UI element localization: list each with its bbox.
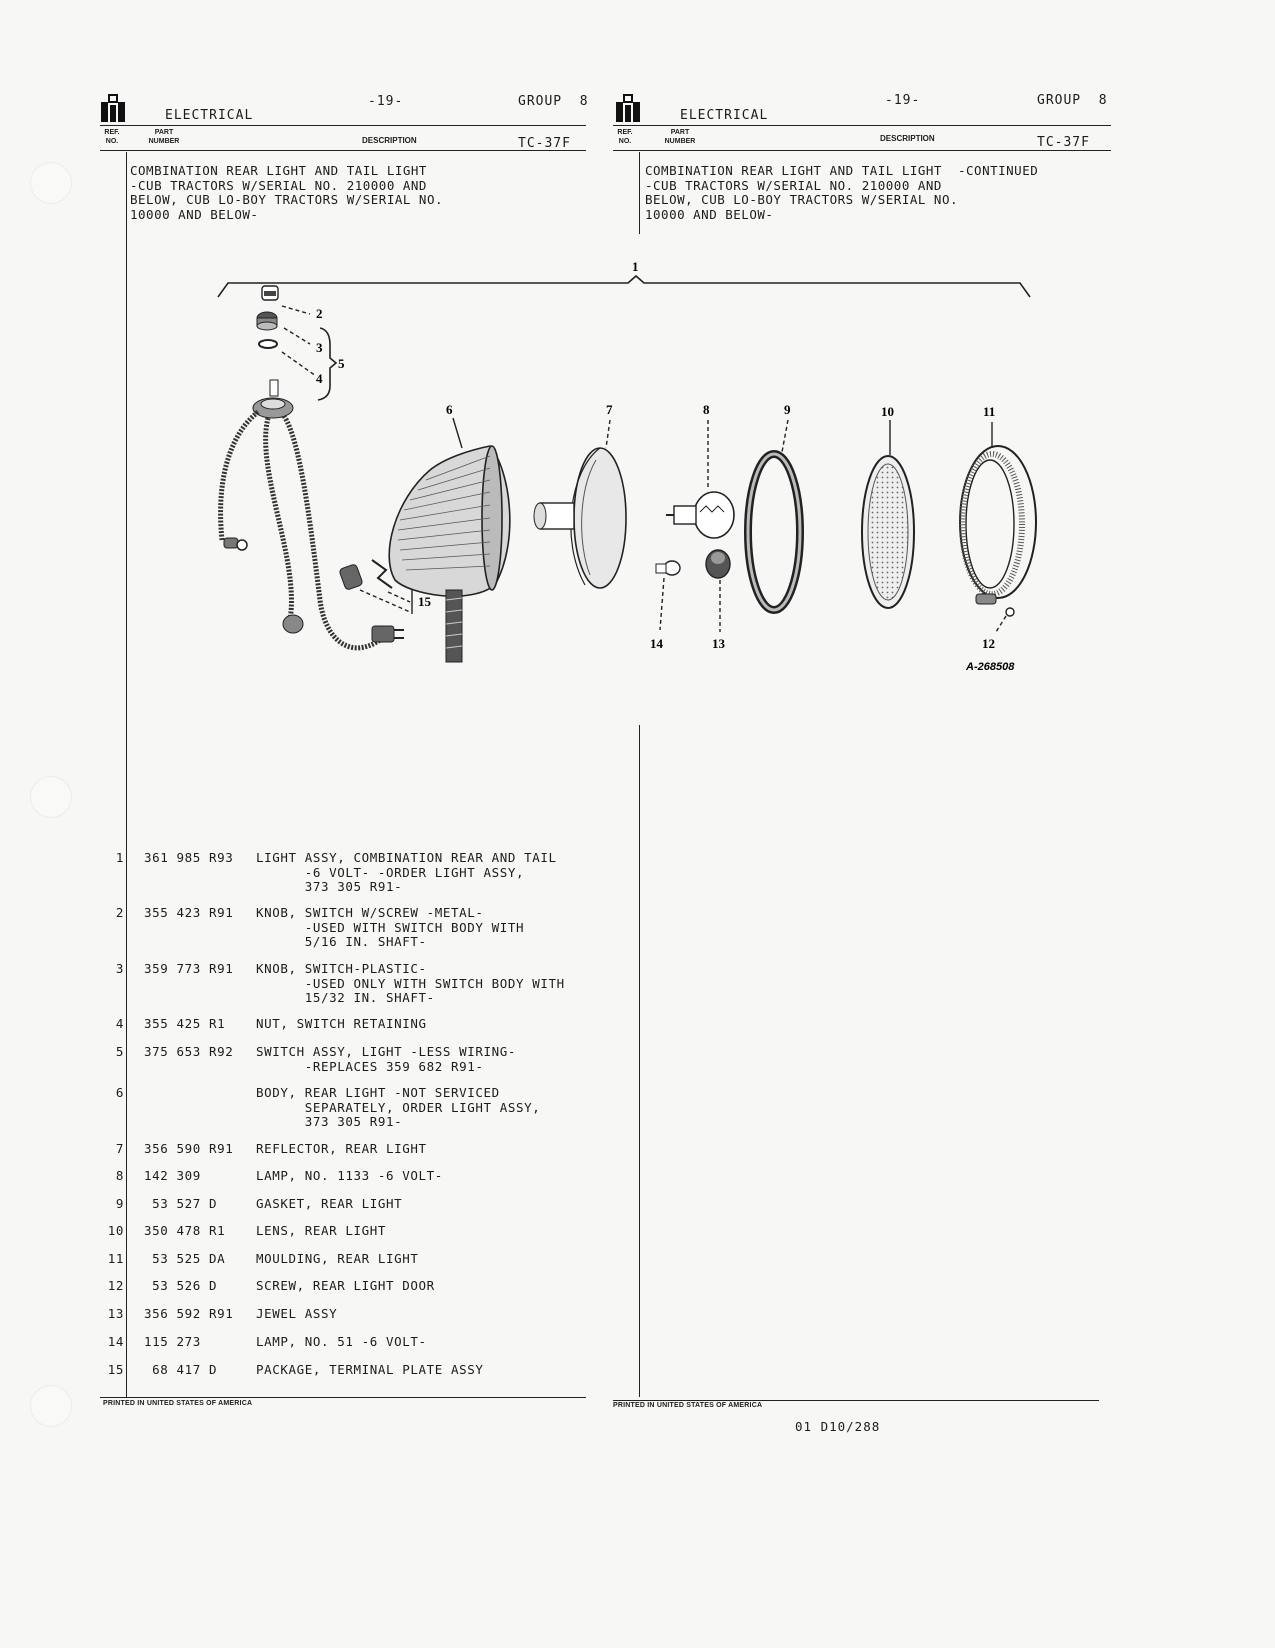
left-section-title: ELECTRICAL <box>165 108 254 123</box>
callout-15: 15 <box>418 594 431 609</box>
left-footer-rule <box>100 1397 586 1398</box>
left-col-part-label: PART NUMBER <box>148 129 180 145</box>
callout-12: 12 <box>982 636 995 651</box>
rear-light-gasket <box>748 454 800 610</box>
callout-10: 10 <box>881 404 894 419</box>
right-col-desc-label: DESCRIPTION <box>880 134 935 143</box>
callout-11: 11 <box>983 404 996 419</box>
right-group-label: GROUP 8 <box>1037 93 1108 108</box>
switch-assembly-with-wiring <box>221 380 404 648</box>
document-code: 01 D10/288 <box>795 1419 881 1434</box>
callout-14: 14 <box>650 636 663 651</box>
right-page-number: -19- <box>885 93 921 108</box>
left-model-label: TC-37F <box>518 136 571 151</box>
lamp-1133 <box>666 492 734 538</box>
figure-id: A-268508 <box>966 661 1015 673</box>
lamp-51 <box>656 561 680 575</box>
right-ref-column-divider-lower <box>639 725 640 1397</box>
left-group-label: GROUP 8 <box>518 94 589 109</box>
left-col-ref-label: REF. NO. <box>104 129 120 145</box>
rear-light-lens <box>862 456 914 608</box>
rear-light-body <box>389 446 510 662</box>
callout-7: 7 <box>606 402 613 417</box>
left-page-number: -19- <box>368 94 404 109</box>
punch-hole-middle <box>30 776 72 818</box>
callout-2: 2 <box>316 306 323 321</box>
switch-retaining-nut <box>259 340 277 348</box>
exploded-parts-diagram <box>0 0 1275 700</box>
switch-knob-metal <box>262 286 278 300</box>
callout-9: 9 <box>784 402 791 417</box>
jewel-assembly <box>706 550 730 578</box>
switch-knob-plastic <box>257 312 277 330</box>
left-col-desc-label: DESCRIPTION <box>362 136 417 145</box>
left-section-heading: COMBINATION REAR LIGHT AND TAIL LIGHT -CUB TRACTORS W/SERIAL NO. 210000 AND BELOW, CUB LO-BOY TRACTORS W/SERIAL NO. 10000 AND BELOW- <box>130 163 443 222</box>
right-printed-notice: PRINTED IN UNITED STATES OF AMERICA <box>613 1402 763 1409</box>
right-model-label: TC-37F <box>1037 135 1090 150</box>
rear-light-door-screw <box>1006 608 1014 616</box>
right-col-ref-label: REF. NO. <box>617 129 633 145</box>
assembly-bracket <box>218 276 1030 297</box>
callout-3: 3 <box>316 340 323 355</box>
callout-8: 8 <box>703 402 710 417</box>
right-section-heading: COMBINATION REAR LIGHT AND TAIL LIGHT -CONTINUED -CUB TRACTORS W/SERIAL NO. 210000 AND BELOW, CUB LO-BOY TRACTORS W/SERIAL NO. 10000 AND BELOW- <box>645 163 1039 222</box>
callout-1: 1 <box>632 259 639 274</box>
brace-5 <box>318 328 336 400</box>
reflector <box>534 448 626 588</box>
callout-13: 13 <box>712 636 725 651</box>
punch-hole-bottom <box>30 1385 72 1427</box>
right-footer-rule <box>613 1400 1099 1401</box>
callout-5: 5 <box>338 356 345 371</box>
right-col-part-label: PART NUMBER <box>664 129 696 145</box>
left-printed-notice: PRINTED IN UNITED STATES OF AMERICA <box>103 1400 253 1407</box>
right-section-title: ELECTRICAL <box>680 108 769 123</box>
callout-6: 6 <box>446 402 453 417</box>
rear-light-moulding <box>960 446 1036 604</box>
callout-4: 4 <box>316 371 323 386</box>
